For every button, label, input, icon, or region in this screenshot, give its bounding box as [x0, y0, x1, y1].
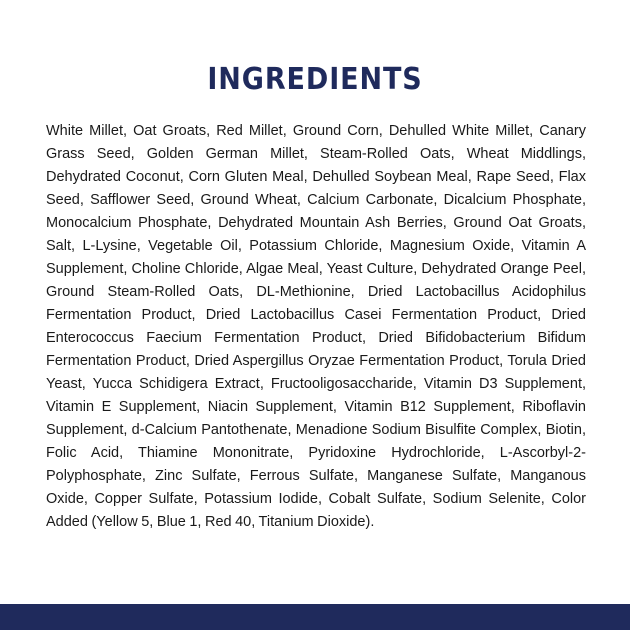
page-title: INGREDIENTS — [207, 62, 423, 97]
ingredients-list-text: White Millet, Oat Groats, Red Millet, Ground Corn, Dehulled White Millet, Canary Grass Seed, Golden German Millet, Steam-Rolled Oats, Wheat Middlings, Dehydrated Coconut, Corn Gluten Meal, Dehulled Soybean Meal, Rape Seed, Flax Seed, Safflower Seed, Ground Wheat, Calcium Carbonate, Dicalcium Phosphate, Monocalcium Phosphate, Dehydrated Mountain Ash Berries, Ground Oat Groats, Salt, L-Lysine, Vegetable Oil, Potassium Chloride, Magnesium Oxide, Vitamin A Supplement, Choline Chloride, Algae Meal, Yeast Culture, Dehydrated Orange Peel, Ground Steam-Rolled Oats, DL-Methionine, Dried Lactobacillus Acidophilus Fermentation Product, Dried Lactobacillus Casei Fermentation Product, Dried Enterococcus Faecium Fermentation Product, Dried Bifidobacterium Bifidum Fermentation Product, Dried Aspergillus Oryzae Fermentation Product, Torula Dried Yeast, Yucca Schidigera Extract, Fructooligosaccharide, Vitamin D3 Supplement, Vitamin E Supplement, Niacin Supplement, Vitamin B12 Supplement, Riboflavin Supplement, d-Calcium Pantothenate, Menadione Sodium Bisulfite Complex, Biotin, Folic Acid, Thiamine Mononitrate, Pyridoxine Hydrochloride, L-Ascorbyl-2-Polyphosphate, Zinc Sulfate, Ferrous Sulfate, Manganese Sulfate, Manganous Oxide, Copper Sulfate, Potassium Iodide, Cobalt Sulfate, Sodium Selenite, Color Added (Yellow 5, Blue 1, Red 40, Titanium Dioxide). — [46, 123, 586, 530]
footer-band — [0, 604, 630, 630]
